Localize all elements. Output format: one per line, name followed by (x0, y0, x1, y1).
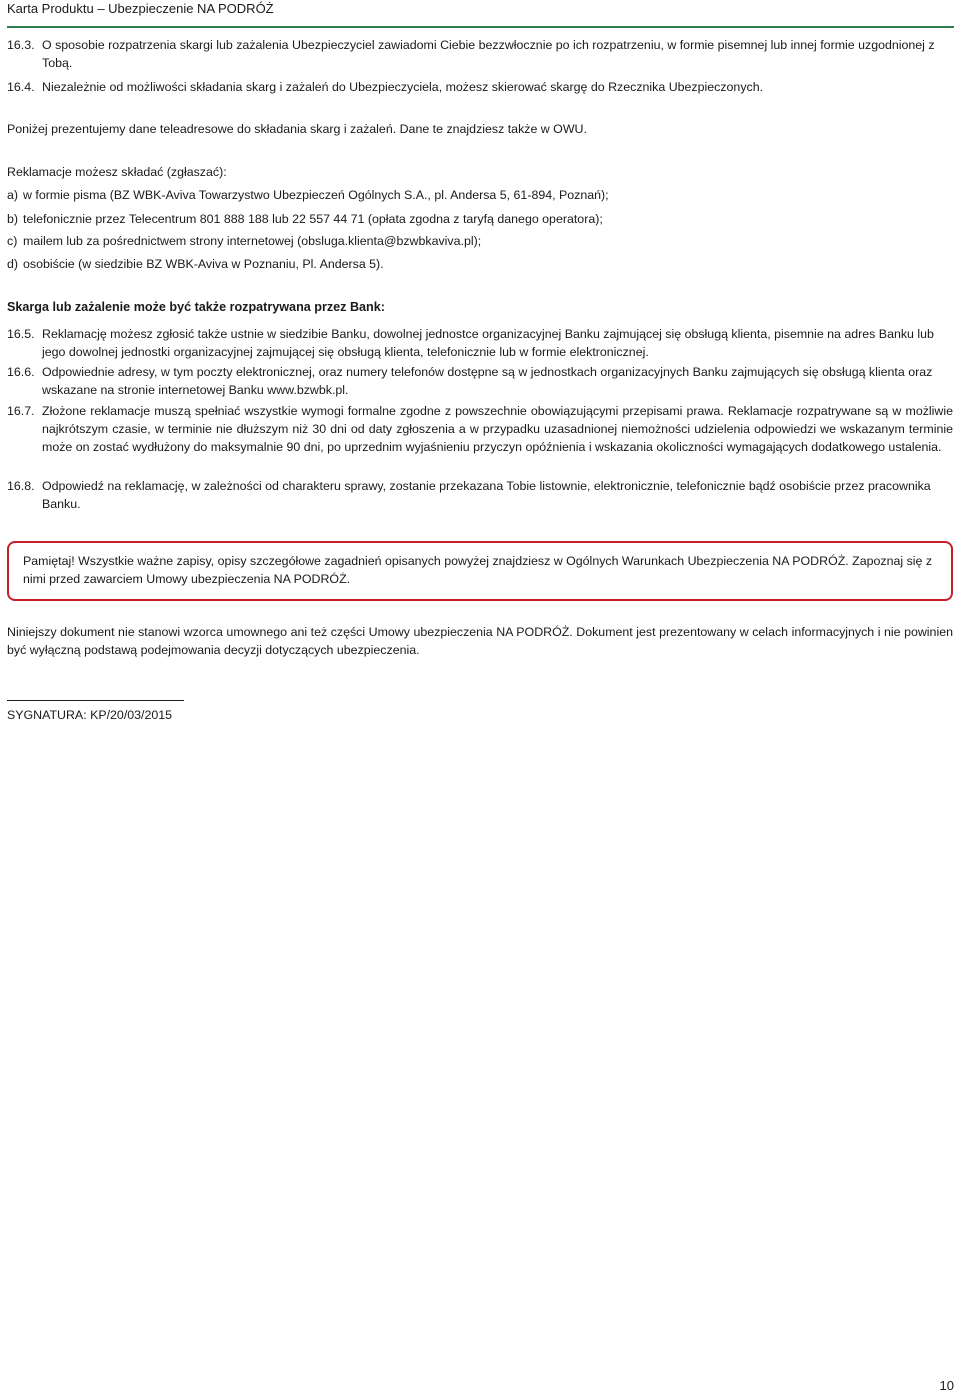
clause-text: Odpowiednie adresy, w tym poczty elektronicznej, oraz numery telefonów dostępne są w jednostkach organizacyjnych Banku zajmujących się obsługą klienta oraz wskazane na stronie internetowej Banku www.bzwbk.pl. (42, 365, 933, 397)
list-item-label: c) (7, 234, 18, 248)
clause-text: O sposobie rozpatrzenia skargi lub zażalenia Ubezpieczyciel zawiadomi Ciebie bezzwłocznie po ich rozpatrzeniu, w formie pisemnej lub innej formie uzgodnionej z Tobą. (42, 38, 935, 70)
complaints-intro: Reklamacje możesz składać (zgłaszać): (7, 165, 227, 179)
clause-16-3 (7, 36, 953, 72)
header-divider (7, 26, 954, 28)
clause-text: Złożone reklamacje muszą spełniać wszystkie wymogi formalne zgodne z powszechnie obowiązującymi przepisami prawa. Reklamacje rozpatrywane są w możliwie najkrótszym czasie, w terminie nie dłuższym niż 30 dni od daty zgłoszenia a w przypadku uzasadnionej niemożności udzielenia odpowiedzi we wskazanym terminie może on zostać wydłużony do maksymalnie 90 dni, po uprzednim wyjaśnieniu przyczyn opóźnienia i wskazania okoliczności wymagających dodatkowego ustalenia. (42, 404, 953, 454)
clause-text: Niezależnie od możliwości składania skarg i zażaleń do Ubezpieczyciela, możesz skierować skargę do Rzecznika Ubezpieczonych. (42, 80, 764, 94)
list-item (7, 255, 953, 273)
clause-number: 16.5. (7, 327, 35, 341)
list-item-text: w formie pisma (BZ WBK-Aviva Towarzystwo Ubezpieczeń Ogólnych S.A., pl. Andersa 5, 61-894, Poznań); (23, 188, 609, 202)
clause-16-4 (7, 78, 953, 96)
clause-16-6 (7, 363, 953, 399)
list-item (7, 232, 953, 250)
clause-number: 16.6. (7, 365, 35, 379)
intro-paragraph: Poniżej prezentujemy dane teleadresowe do składania skarg i zażaleń. Dane te znajdziesz także w OWU. (7, 122, 587, 136)
bank-section-heading: Skarga lub zażalenie może być także rozpatrywana przez Bank: (7, 300, 385, 314)
clause-text: Odpowiedź na reklamację, w zależności od charakteru sprawy, zostanie przekazana Tobie listownie, elektronicznie, telefonicznie bądź osobiście przez pracownika Banku. (42, 479, 931, 511)
clause-16-8 (7, 477, 953, 513)
clause-number: 16.4. (7, 80, 35, 94)
notice-box (7, 541, 953, 601)
clause-number: 16.8. (7, 479, 35, 493)
clause-16-7 (7, 402, 953, 456)
notice-text: Pamiętaj! Wszystkie ważne zapisy, opisy szczegółowe zagadnień opisanych powyżej znajdziesz w Ogólnych Warunkach Ubezpieczenia NA PODRÓŻ. Zapoznaj się z nimi przed zawarciem Umowy ubezpieczenia NA PODRÓŻ. (23, 554, 933, 586)
list-item-label: b) (7, 212, 19, 226)
list-item-label: a) (7, 188, 19, 202)
list-item-label: d) (7, 257, 19, 271)
list-item (7, 186, 953, 204)
signature-code: SYGNATURA: KP/20/03/2015 (7, 708, 173, 722)
clause-text: Reklamację możesz zgłosić także ustnie w siedzibie Banku, dowolnej jednostce organizacyjnej Banku zajmującej się obsługą klienta, pisemnie na adres Banku lub jego dowolnej jednostki organizacyjnej zajmującej się obsługą klienta, telefonicznie lub w formie elektronicznej. (42, 327, 934, 359)
clause-16-5 (7, 325, 953, 361)
page-number: 10 (939, 1378, 954, 1393)
disclaimer-paragraph: Niniejszy dokument nie stanowi wzorca umownego ani też części Umowy ubezpieczenia NA PODRÓŻ. Dokument jest prezentowany w celach informacyjnych i nie powinien być wyłączną podstawą podejmowania decyzji dotyczących ubezpieczenia. (7, 625, 953, 657)
signature-divider (7, 700, 184, 701)
list-item-text: osobiście (w siedzibie BZ WBK-Aviva w Poznaniu, Pl. Andersa 5). (23, 257, 384, 271)
list-item (7, 210, 953, 228)
list-item-text: telefonicznie przez Telecentrum 801 888 188 lub 22 557 44 71 (opłata zgodna z taryfą danego operatora); (23, 212, 603, 226)
page-header-title: Karta Produktu – Ubezpieczenie NA PODRÓŻ (7, 1, 274, 16)
clause-number: 16.3. (7, 38, 35, 52)
list-item-text: mailem lub za pośrednictwem strony internetowej (obsluga.klienta@bzwbkaviva.pl); (23, 234, 482, 248)
clause-number: 16.7. (7, 404, 35, 418)
